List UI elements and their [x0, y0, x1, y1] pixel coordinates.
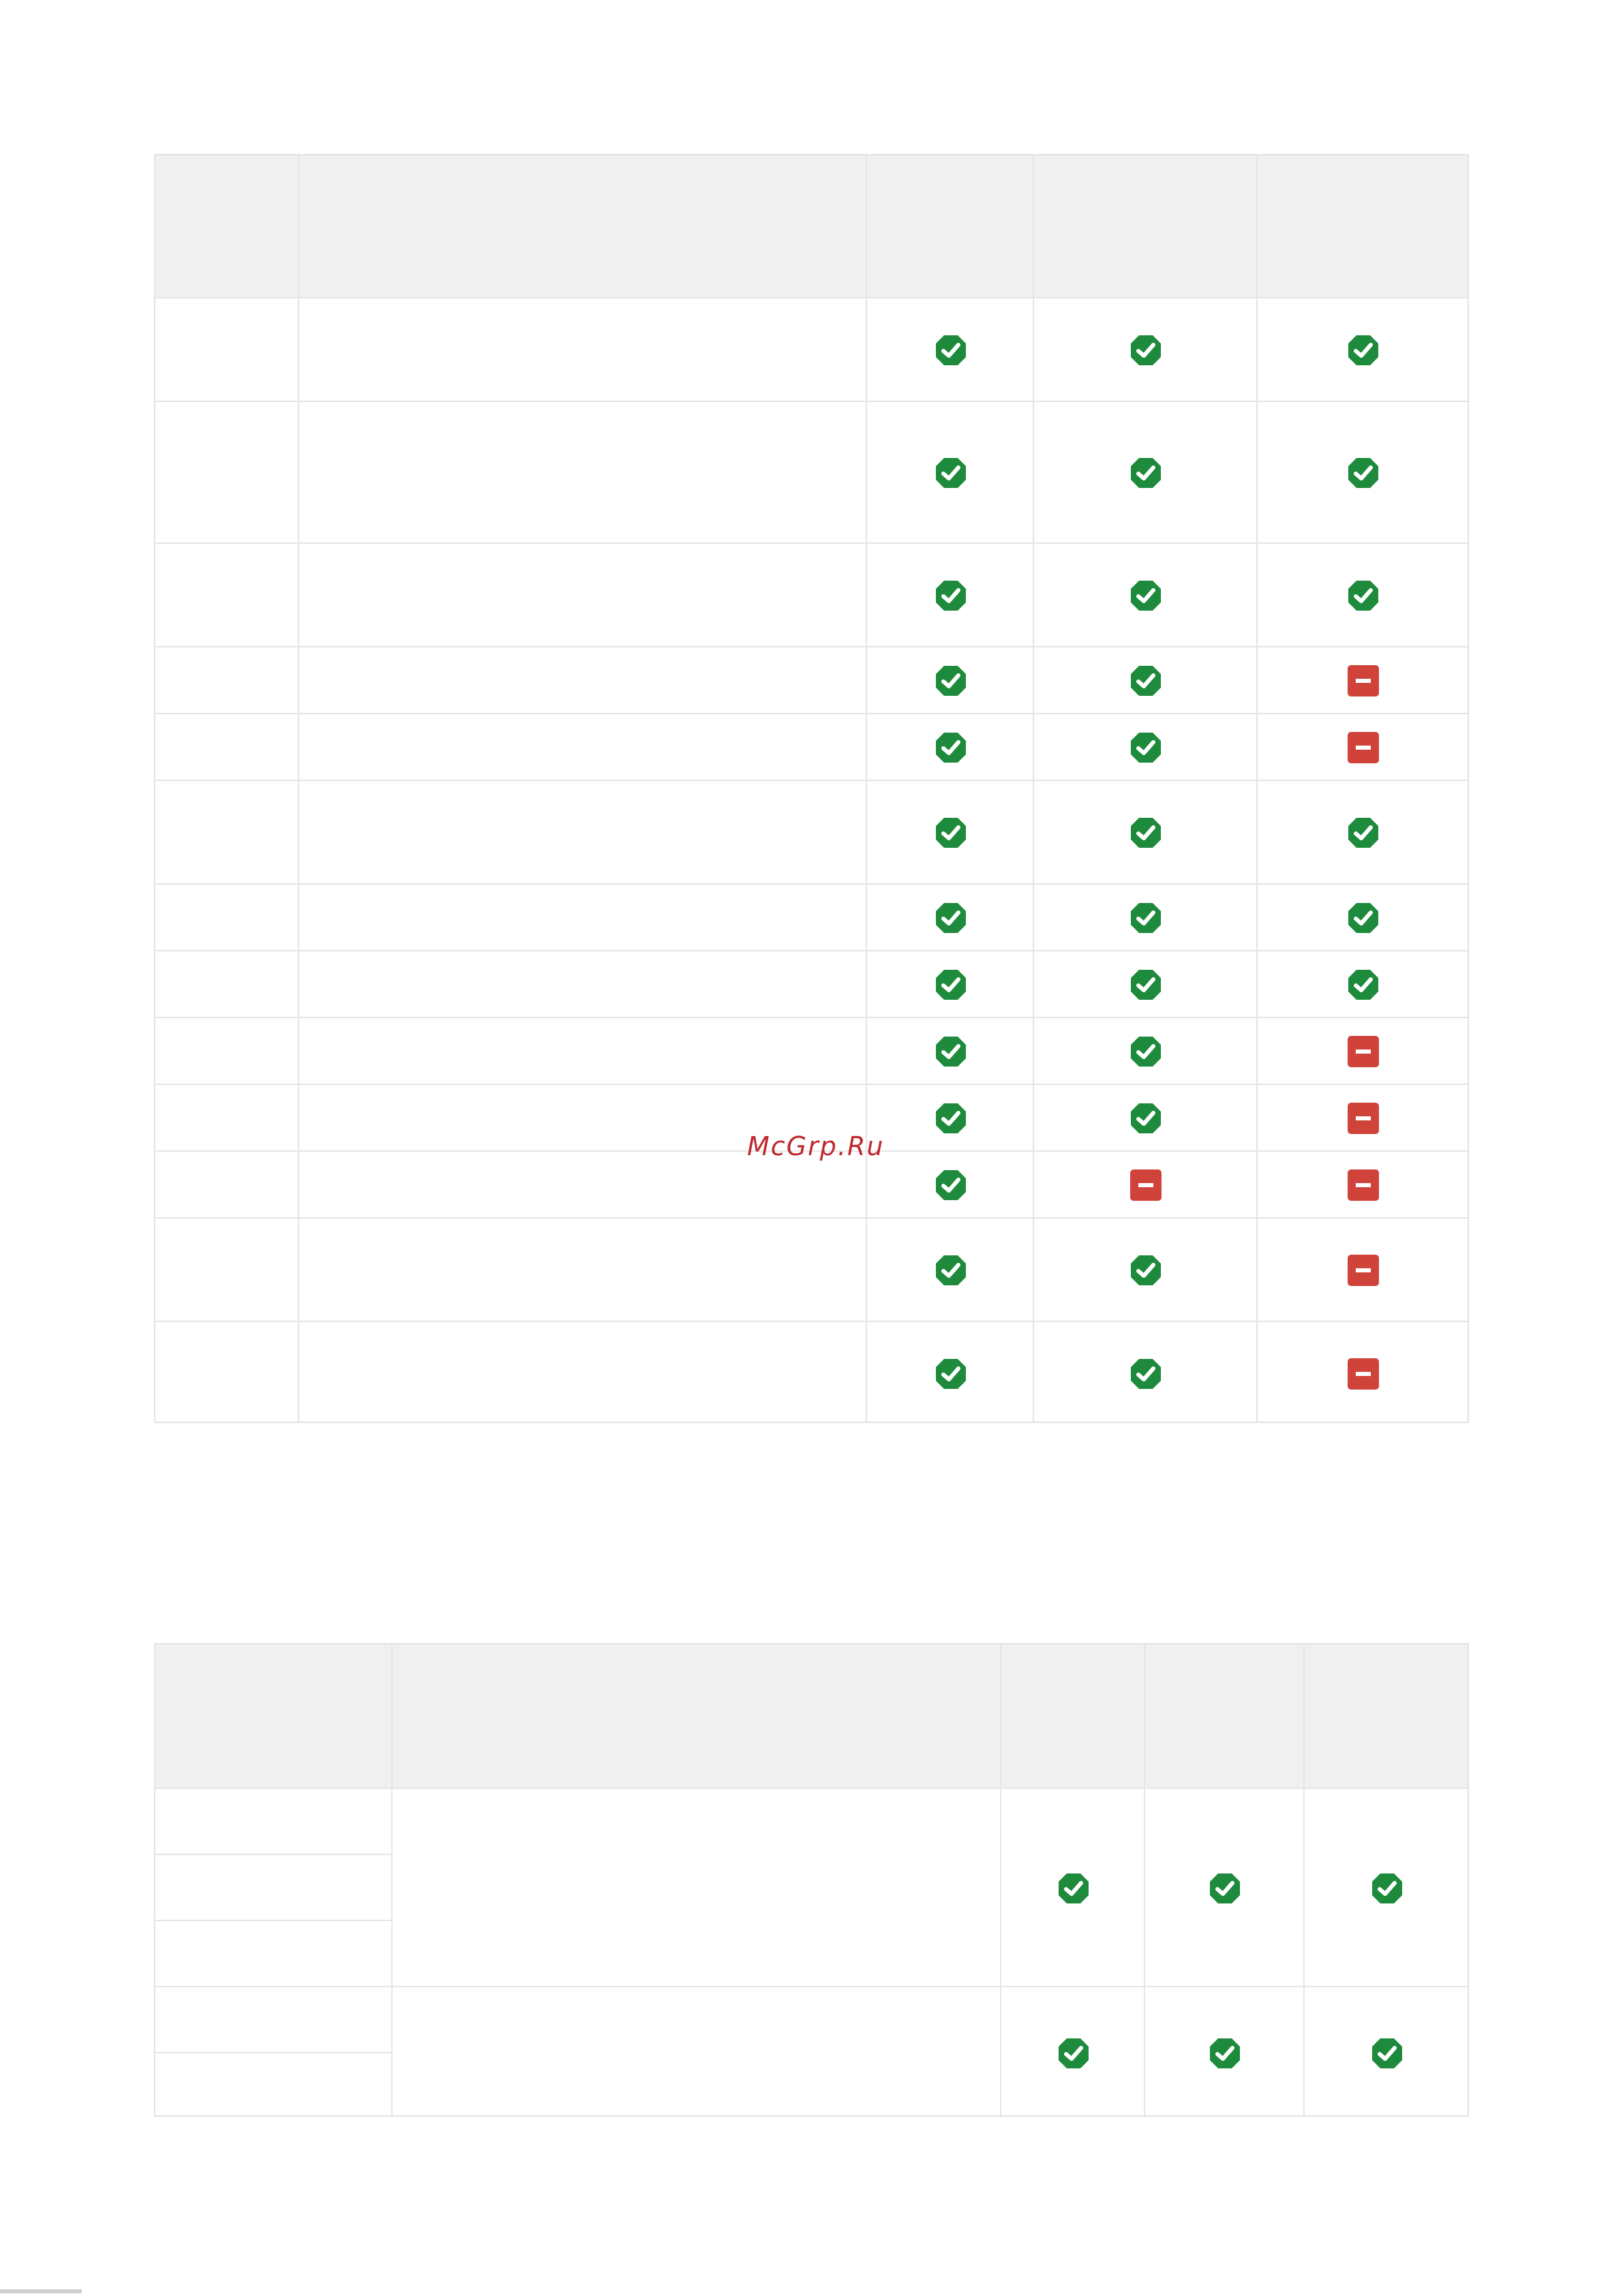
- check-icon: [1371, 2037, 1404, 2070]
- minus-icon: [1347, 1254, 1380, 1287]
- check-icon: [935, 968, 967, 1001]
- check-icon: [1129, 457, 1162, 489]
- check-icon: [935, 579, 967, 612]
- check-icon: [1129, 1102, 1162, 1135]
- watermark: McGrp.Ru: [747, 1131, 885, 1161]
- check-icon: [1129, 816, 1162, 849]
- check-icon: [935, 664, 967, 697]
- check-icon: [935, 1358, 967, 1390]
- check-icon: [1129, 1035, 1162, 1068]
- table-row: [155, 401, 1468, 542]
- feature-table-2: [154, 1643, 1469, 2117]
- check-icon: [1129, 731, 1162, 764]
- minus-icon: [1347, 1102, 1380, 1135]
- check-icon: [1129, 579, 1162, 612]
- check-icon: [1347, 334, 1380, 367]
- table-row: [155, 780, 1468, 883]
- table-row: [155, 1017, 1468, 1084]
- table-row: [155, 297, 1468, 401]
- check-icon: [935, 1035, 967, 1068]
- check-icon: [1371, 1872, 1404, 1905]
- check-icon: [1347, 816, 1380, 849]
- sub-row-divider: [155, 1854, 393, 1855]
- check-icon: [1129, 1254, 1162, 1287]
- check-icon: [1347, 457, 1380, 489]
- table-row: [155, 542, 1468, 646]
- check-icon: [1347, 579, 1380, 612]
- check-icon: [1057, 1872, 1090, 1905]
- check-icon: [935, 1254, 967, 1287]
- table-row: [155, 883, 1468, 950]
- check-icon: [1209, 1872, 1241, 1905]
- table-row: [155, 1217, 1468, 1321]
- check-icon: [1129, 902, 1162, 934]
- check-icon: [935, 816, 967, 849]
- minus-icon: [1347, 1169, 1380, 1201]
- minus-icon: [1347, 1358, 1380, 1390]
- check-icon: [935, 902, 967, 934]
- check-icon: [935, 731, 967, 764]
- check-icon: [935, 334, 967, 367]
- minus-icon: [1347, 664, 1380, 697]
- sub-row-divider: [155, 2052, 393, 2053]
- check-icon: [935, 457, 967, 489]
- footer-mark: [0, 2289, 82, 2293]
- minus-icon: [1129, 1169, 1162, 1201]
- check-icon: [1347, 968, 1380, 1001]
- table-row: [155, 646, 1468, 713]
- table-header: [155, 155, 1468, 297]
- sub-row-divider: [155, 1920, 393, 1921]
- table-row: [155, 713, 1468, 780]
- check-icon: [1129, 1358, 1162, 1390]
- table-row: [155, 1321, 1468, 1424]
- check-icon: [1129, 664, 1162, 697]
- check-icon: [1209, 2037, 1241, 2070]
- feature-table-1: [154, 154, 1469, 1423]
- check-icon: [1129, 968, 1162, 1001]
- check-icon: [1057, 2037, 1090, 2070]
- check-icon: [935, 1169, 967, 1201]
- check-icon: [1129, 334, 1162, 367]
- table-row: [155, 950, 1468, 1017]
- check-icon: [1347, 902, 1380, 934]
- table-header: [155, 1644, 1468, 1788]
- minus-icon: [1347, 1035, 1380, 1068]
- table-row-group: [155, 1986, 1468, 2118]
- check-icon: [935, 1102, 967, 1135]
- table-row-group: [155, 1788, 1468, 1986]
- minus-icon: [1347, 731, 1380, 764]
